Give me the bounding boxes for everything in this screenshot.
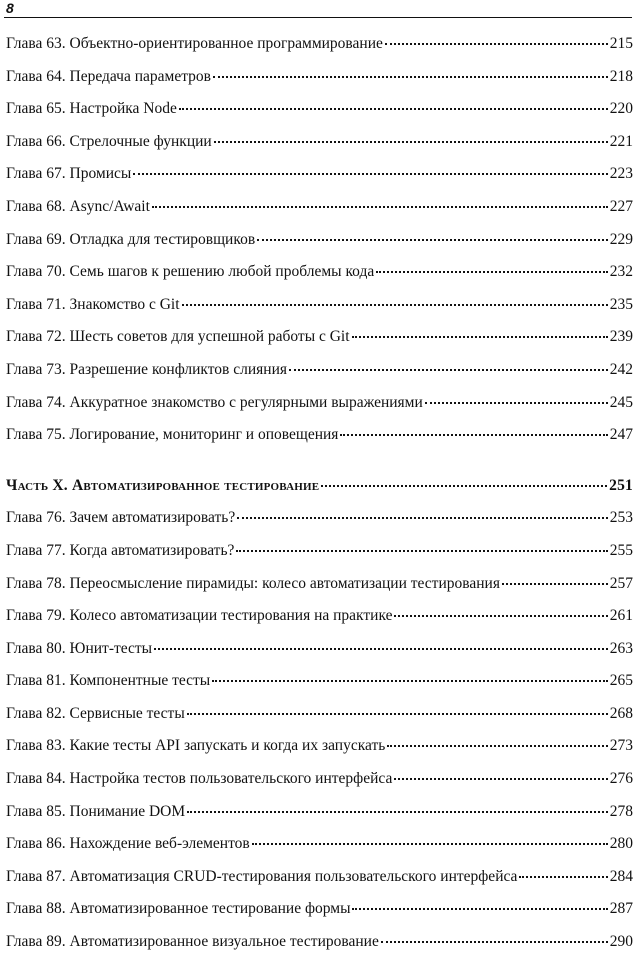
toc-page-number: 257 (609, 574, 633, 592)
toc-label: Глава 80. Юнит-тесты (6, 639, 153, 657)
toc-page-number: 255 (609, 541, 633, 559)
toc-entry-86[interactable] (6, 835, 633, 868)
toc-entry-78[interactable] (6, 575, 633, 608)
toc-entry-76[interactable] (6, 509, 633, 542)
toc-label: Глава 64. Передача параметров (6, 67, 211, 85)
toc-page-number: 235 (609, 295, 633, 313)
toc-page-number: 242 (609, 360, 633, 378)
toc-entry-80[interactable] (6, 640, 633, 673)
toc-page-number: 253 (609, 509, 633, 527)
part-label: Часть X. Автоматизированное тестирование (6, 476, 320, 494)
leader-dots (133, 172, 607, 175)
toc-label: Глава 81. Компонентные тесты (6, 672, 211, 690)
toc-label: Глава 70. Семь шагов к решению любой проблемы кода (6, 263, 375, 281)
leader-dots (394, 777, 607, 780)
leader-dots (519, 875, 607, 878)
toc-entry-79[interactable] (6, 607, 633, 640)
leader-dots (213, 75, 608, 78)
leader-dots (187, 712, 608, 715)
leader-dots (154, 647, 608, 650)
toc-entry-89[interactable] (6, 933, 633, 966)
leader-dots (340, 433, 607, 436)
toc-entry-64[interactable] (6, 68, 633, 101)
leader-dots (376, 270, 607, 273)
toc-entry-65[interactable] (6, 100, 633, 133)
leader-dots (502, 582, 608, 585)
toc-part-10[interactable] (6, 477, 633, 510)
toc-entry-68[interactable] (6, 198, 633, 231)
toc-page-number: 278 (609, 802, 633, 820)
toc-page-number: 218 (609, 67, 633, 85)
toc-label: Глава 74. Аккуратное знакомство с регулярными выражениями (6, 393, 423, 411)
toc-page-number: 239 (609, 328, 633, 346)
table-of-contents (6, 35, 633, 966)
toc-label: Глава 85. Понимание DOM (6, 802, 186, 820)
leader-dots (152, 205, 608, 208)
toc-label: Глава 76. Зачем автоматизировать? (6, 509, 236, 527)
toc-entry-73[interactable] (6, 361, 633, 394)
toc-entry-81[interactable] (6, 672, 633, 705)
toc-entry-67[interactable] (6, 165, 633, 198)
toc-label: Глава 87. Автоматизация CRUD-тестирования пользовательского интерфейса (6, 867, 518, 885)
toc-entry-72[interactable] (6, 328, 633, 361)
toc-label: Глава 79. Колесо автоматизации тестирования на практике (6, 607, 393, 625)
toc-entry-84[interactable] (6, 770, 633, 803)
toc-label: Глава 68. Async/Await (6, 197, 150, 215)
toc-entry-70[interactable] (6, 263, 633, 296)
toc-entry-74[interactable] (6, 394, 633, 427)
toc-page-number: 227 (609, 197, 633, 215)
toc-entry-88[interactable] (6, 900, 633, 933)
toc-page-number: 251 (609, 476, 633, 494)
toc-page-number: 290 (609, 933, 633, 951)
toc-label: Глава 67. Промисы (6, 165, 132, 183)
toc-page-number: 268 (609, 704, 633, 722)
toc-label: Глава 73. Разрешение конфликтов слияния (6, 360, 288, 378)
toc-label: Глава 89. Автоматизированное визуальное тестирование (6, 933, 379, 951)
toc-page-number: 221 (609, 132, 633, 150)
toc-entry-77[interactable] (6, 542, 633, 575)
leader-dots (381, 940, 608, 943)
toc-page-number: 280 (609, 835, 633, 853)
toc-label: Глава 78. Переосмысление пирамиды: колесо автоматизации тестирования (6, 574, 500, 592)
toc-page-number: 284 (609, 867, 633, 885)
leader-dots (387, 744, 607, 747)
leader-dots (352, 335, 608, 338)
toc-label: Глава 77. Когда автоматизировать? (6, 541, 235, 559)
toc-page-number: 265 (609, 672, 633, 690)
toc-page-number: 223 (609, 165, 633, 183)
leader-dots (214, 140, 608, 143)
toc-entry-66[interactable] (6, 133, 633, 166)
toc-entry-85[interactable] (6, 803, 633, 836)
toc-label: Глава 72. Шесть советов для успешной работы с Git (6, 328, 350, 346)
leader-dots (179, 107, 608, 110)
leader-dots (425, 401, 608, 404)
toc-label: Глава 63. Объектно-ориентированное программирование (6, 35, 383, 52)
toc-page-number: 247 (609, 426, 633, 444)
toc-entry-83[interactable] (6, 737, 633, 770)
toc-page-number: 263 (609, 639, 633, 657)
toc-entry-71[interactable] (6, 296, 633, 329)
leader-dots (257, 238, 608, 241)
leader-dots (236, 549, 607, 552)
toc-label: Глава 83. Какие тесты API запускать и когда их запускать (6, 737, 386, 755)
toc-label: Глава 84. Настройка тестов пользовательского интерфейса (6, 770, 393, 788)
toc-label: Глава 69. Отладка для тестировщиков (6, 230, 256, 248)
toc-page-number: 276 (609, 770, 633, 788)
toc-page-number: 220 (609, 100, 633, 118)
toc-page-number: 245 (609, 393, 633, 411)
toc-label: Глава 88. Автоматизированное тестирование формы (6, 900, 351, 918)
header-rule (4, 17, 632, 18)
toc-label: Глава 65. Настройка Node (6, 100, 177, 118)
toc-entry-69[interactable] (6, 231, 633, 264)
toc-entry-82[interactable] (6, 705, 633, 738)
leader-dots (289, 368, 608, 371)
toc-label: Глава 75. Логирование, мониторинг и оповещения (6, 426, 339, 444)
toc-page-number: 287 (609, 900, 633, 918)
leader-dots (394, 614, 607, 617)
leader-dots (321, 484, 607, 487)
leader-dots (237, 516, 608, 519)
toc-page-number: 215 (609, 35, 633, 52)
toc-label: Глава 82. Сервисные тесты (6, 704, 185, 722)
toc-entry-63[interactable] (6, 35, 633, 68)
leader-dots (252, 842, 608, 845)
toc-page-number: 232 (609, 263, 633, 281)
toc-label: Глава 66. Стрелочные функции (6, 132, 212, 150)
leader-dots (352, 907, 607, 910)
toc-label: Глава 86. Нахождение веб-элементов (6, 835, 250, 853)
toc-page-number: 261 (609, 607, 633, 625)
leader-dots (385, 42, 608, 45)
leader-dots (182, 303, 608, 306)
toc-page-number: 273 (609, 737, 633, 755)
toc-label: Глава 71. Знакомство с Git (6, 295, 180, 313)
leader-dots (212, 679, 608, 682)
toc-page-number: 229 (609, 230, 633, 248)
page-number: 8 (6, 0, 14, 16)
toc-entry-75[interactable] (6, 426, 633, 459)
toc-entry-87[interactable] (6, 868, 633, 901)
leader-dots (187, 810, 608, 813)
